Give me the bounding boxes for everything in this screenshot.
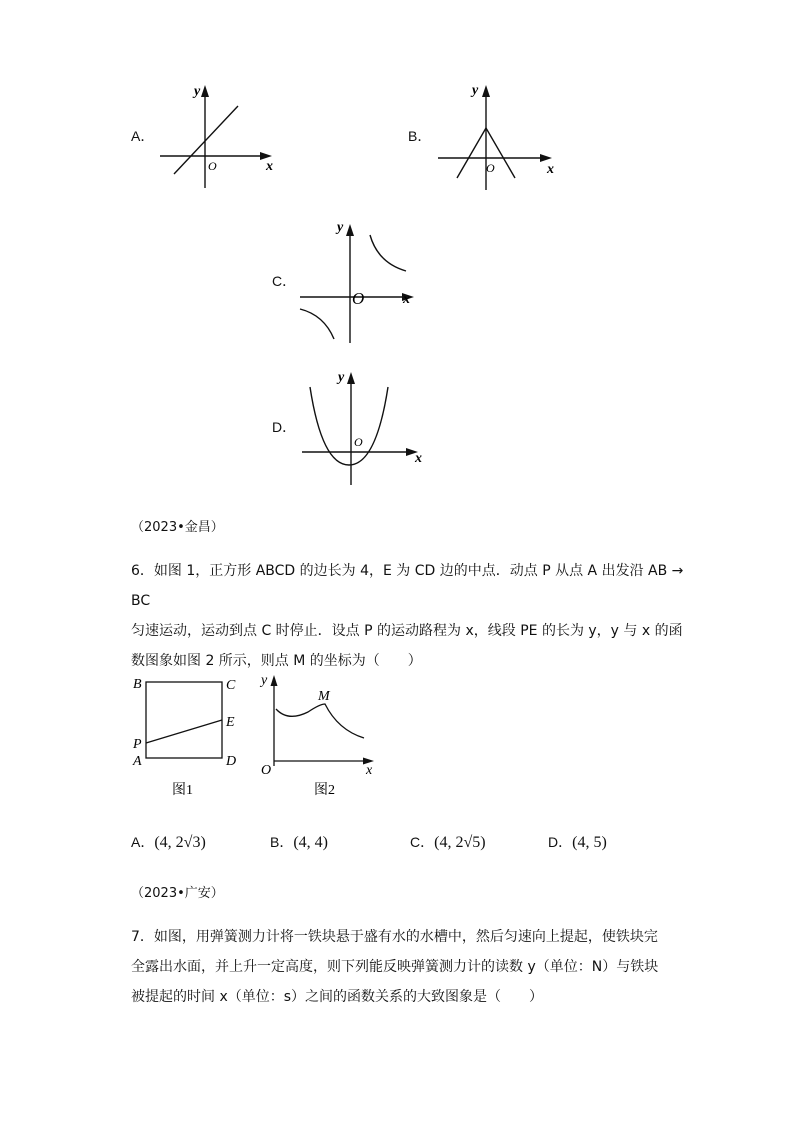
- option-c-label: C．: [272, 273, 297, 289]
- y-axis-label: y: [337, 220, 344, 235]
- option-b-label: B．: [408, 128, 432, 144]
- figure-1-square: [128, 670, 248, 800]
- y-axis-label: y: [472, 83, 479, 98]
- hyperbola-branch-2: [300, 309, 334, 339]
- figure-1-caption: 图1: [172, 783, 193, 798]
- choice-d-value: (4, 5): [572, 834, 607, 851]
- y-axis-label: y: [194, 84, 201, 99]
- question-7-line-1: 7．如图，用弹簧测力计将一铁块悬于盛有水的水槽中，然后匀速向上提起，使铁块完: [131, 929, 658, 945]
- source-label-jinchang: （2023•金昌）: [131, 520, 224, 535]
- point-d-label: D: [226, 754, 237, 769]
- choice-d[interactable]: [548, 832, 607, 852]
- x-arrow-icon: [540, 154, 552, 162]
- origin-label: O: [261, 763, 272, 778]
- point-e-label: E: [226, 715, 235, 730]
- choice-a[interactable]: [131, 832, 206, 852]
- choice-d-label: D．: [548, 834, 573, 850]
- x-axis-label: x: [547, 162, 554, 177]
- option-a-label: A．: [131, 128, 155, 144]
- point-p-label: P: [133, 737, 142, 752]
- origin-label: O: [486, 161, 495, 175]
- figure-2-caption: 图2: [314, 783, 335, 798]
- option-a-graph: [150, 78, 280, 193]
- y-axis-label: y: [338, 370, 345, 385]
- origin-label: O: [352, 289, 365, 308]
- question-7-text: [131, 922, 691, 1012]
- x-axis-label: x: [403, 292, 410, 307]
- choice-b-label: B．: [270, 834, 294, 850]
- x-axis-label: x: [266, 159, 273, 174]
- linear-function-line: [174, 106, 238, 174]
- question-6-line-1: 6．如图 1，正方形 ABCD 的边长为 4，E 为 CD 边的中点．动点 P 从点 A 出发沿 AB → BC: [131, 563, 684, 609]
- y-arrow-icon: [347, 372, 355, 384]
- y-arrow-icon: [271, 675, 278, 686]
- choice-b[interactable]: [270, 832, 328, 852]
- choice-c-label: C．: [410, 834, 435, 850]
- choice-a-value: (4, 2√3): [154, 834, 206, 851]
- y-axis-label: y: [261, 673, 268, 688]
- question-7-line-3: 被提起的时间 x（单位：s）之间的函数关系的大致图象是（ ）: [131, 989, 544, 1005]
- x-axis-label: x: [415, 451, 422, 466]
- segment-pe: [146, 720, 222, 743]
- y-arrow-icon: [346, 224, 354, 236]
- question-6-line-3: 数图象如图 2 所示，则点 M 的坐标为（ ）: [131, 653, 422, 669]
- source-label-guangan: （2023•广安）: [131, 886, 224, 901]
- option-d-graph: [290, 365, 430, 490]
- y-arrow-icon: [201, 85, 209, 97]
- choice-c-value: (4, 2√5): [434, 834, 486, 851]
- hyperbola-branch-1: [370, 235, 406, 271]
- origin-label: O: [208, 159, 217, 173]
- choice-a-label: A．: [131, 834, 155, 850]
- question-7-line-2: 全露出水面，并上升一定高度，则下列能反映弹簧测力计的读数 y（单位：N）与铁块: [131, 959, 659, 975]
- point-a-label: A: [133, 754, 142, 769]
- point-c-label: C: [226, 678, 236, 693]
- figure-2-graph: [258, 666, 388, 800]
- square-abcd: [146, 682, 222, 758]
- question-6-line-2: 匀速运动，运动到点 C 时停止．设点 P 的运动路程为 x，线段 PE 的长为 y，y 与 x 的函: [131, 623, 683, 639]
- option-d-label: D．: [272, 419, 297, 435]
- y-arrow-icon: [482, 85, 490, 97]
- point-m-label: M: [318, 689, 330, 704]
- point-b-label: B: [133, 677, 142, 692]
- choice-c[interactable]: [410, 832, 486, 852]
- origin-label: O: [354, 435, 363, 449]
- function-curve: [276, 704, 364, 738]
- parabola-graph: [310, 387, 388, 465]
- choice-b-value: (4, 4): [293, 834, 328, 851]
- option-b-graph: [430, 78, 565, 193]
- question-6-text: [131, 556, 691, 676]
- option-c-graph: [290, 215, 425, 345]
- x-axis-label: x: [366, 763, 373, 778]
